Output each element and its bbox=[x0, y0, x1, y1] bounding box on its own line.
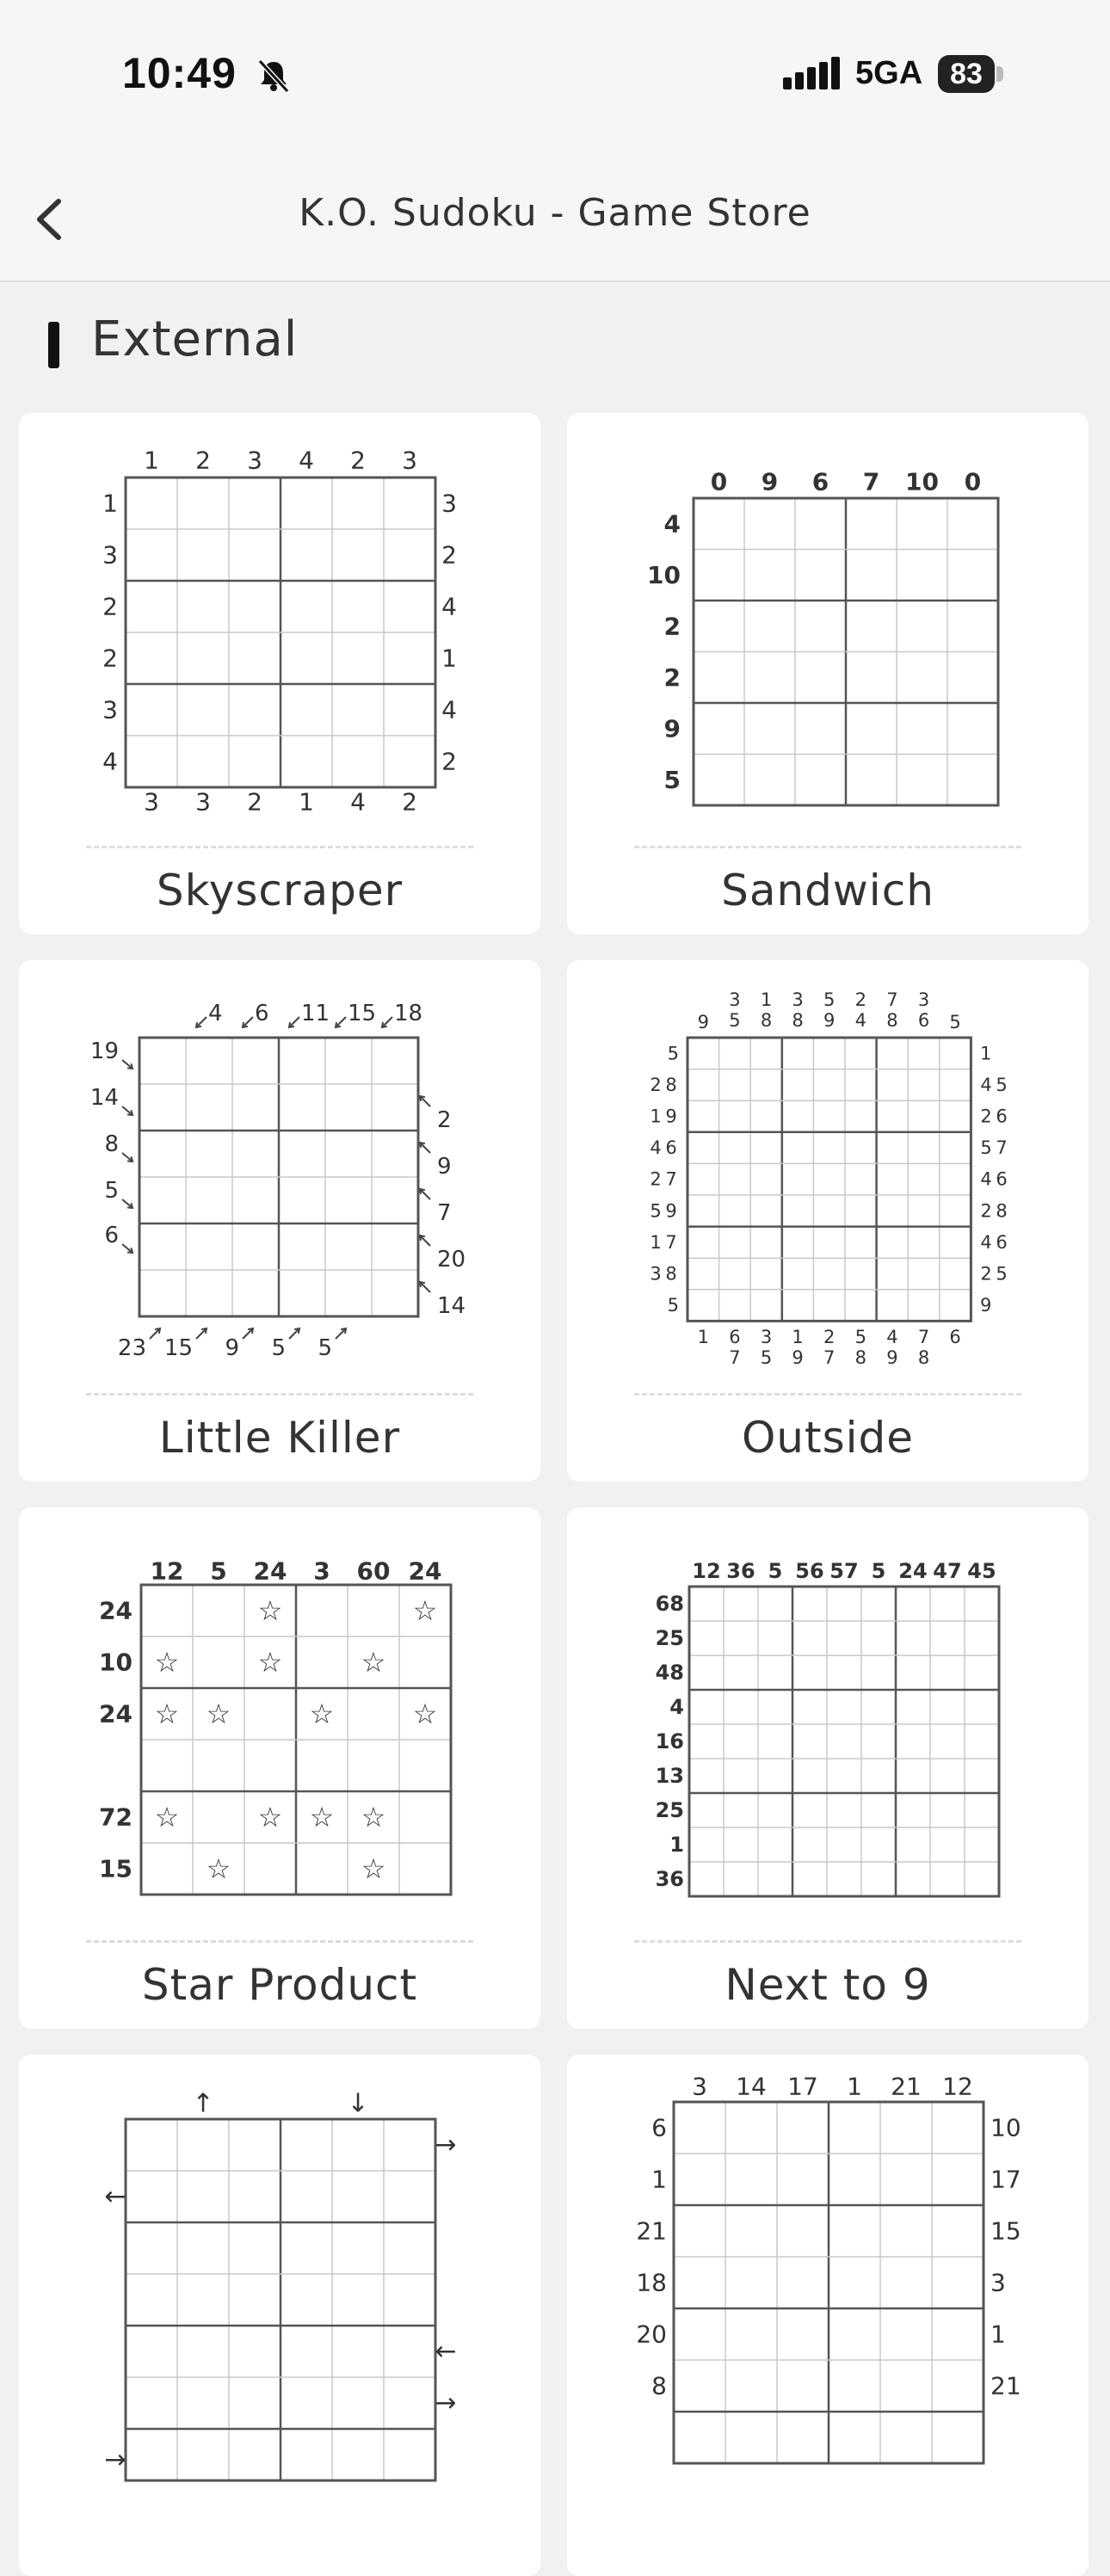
bottom-clue: 8 bbox=[854, 1347, 866, 1368]
card-label: Outside bbox=[741, 1413, 915, 1463]
star-icon: ☆ bbox=[154, 1646, 180, 1679]
top-clue: 3 bbox=[692, 2072, 707, 2101]
arrow-up-icon: ↑ bbox=[192, 2088, 214, 2119]
card-label: Skyscraper bbox=[156, 866, 404, 915]
right-clue: 4 bbox=[980, 1074, 992, 1095]
bell-muted-icon bbox=[255, 57, 293, 95]
top-clue: 17 bbox=[787, 2072, 818, 2101]
bottom-clue: 9 bbox=[225, 1335, 239, 1361]
left-clue: 2 bbox=[102, 644, 118, 673]
left-clue: 68 bbox=[655, 1592, 684, 1616]
left-clue: 2 bbox=[663, 612, 681, 641]
left-clue: 4 bbox=[650, 1137, 662, 1159]
top-clue: 11 bbox=[301, 1001, 330, 1026]
bottom-clue: 4 bbox=[350, 787, 366, 817]
right-clue: 5 bbox=[980, 1137, 992, 1159]
bottom-clue: 3 bbox=[760, 1327, 773, 1347]
left-clue: 18 bbox=[636, 2268, 667, 2297]
diagonal-arrow bbox=[420, 1143, 430, 1153]
game-card-star-product[interactable] bbox=[19, 1507, 540, 2029]
right-clue: 7 bbox=[996, 1137, 1008, 1159]
diagonal-arrow bbox=[243, 1328, 253, 1339]
right-clue: 17 bbox=[990, 2165, 1021, 2194]
right-clue: 2 bbox=[980, 1263, 992, 1285]
star-icon: ☆ bbox=[412, 1594, 438, 1627]
card-label: Little Killer bbox=[158, 1413, 401, 1463]
top-clue: 45 bbox=[967, 1559, 996, 1583]
right-clue: 1 bbox=[990, 2320, 1006, 2349]
diagonal-arrow bbox=[420, 1236, 430, 1246]
bottom-clue: 2 bbox=[823, 1327, 836, 1347]
top-clue: 2 bbox=[195, 446, 211, 475]
top-clue: 60 bbox=[356, 1556, 391, 1586]
top-clue: 6 bbox=[811, 467, 829, 496]
bottom-clue: 5 bbox=[760, 1347, 773, 1368]
bottom-clue: 4 bbox=[886, 1327, 898, 1347]
left-clue: 4 bbox=[102, 747, 118, 776]
game-card-sandwich[interactable] bbox=[567, 413, 1088, 934]
bottom-clue: 2 bbox=[247, 787, 262, 817]
star-icon: ☆ bbox=[206, 1852, 231, 1885]
bottom-clue: 3 bbox=[195, 787, 211, 817]
left-clue: 9 bbox=[665, 1106, 677, 1127]
top-clue: 2 bbox=[854, 989, 866, 1010]
right-clue: 21 bbox=[990, 2371, 1021, 2400]
right-clue: 6 bbox=[996, 1168, 1008, 1190]
diagonal-arrow bbox=[382, 1017, 392, 1027]
left-clue: 2 bbox=[650, 1168, 662, 1190]
top-clue: 9 bbox=[697, 1012, 709, 1032]
star-icon: ☆ bbox=[361, 1852, 386, 1885]
left-clue: 4 bbox=[663, 509, 681, 539]
top-clue: 0 bbox=[710, 467, 728, 496]
thumb-outside bbox=[567, 960, 1088, 1390]
right-clue: 20 bbox=[437, 1247, 466, 1273]
top-clue: 8 bbox=[792, 1010, 804, 1031]
thumb-star-product bbox=[19, 1507, 540, 1938]
top-clue: 24 bbox=[253, 1556, 287, 1586]
left-clue: 20 bbox=[636, 2320, 667, 2349]
left-clue: 5 bbox=[663, 765, 681, 794]
left-clue: 72 bbox=[99, 1803, 133, 1832]
right-clue: 5 bbox=[996, 1263, 1008, 1285]
left-clue: 1 bbox=[650, 1231, 662, 1253]
left-clue: 3 bbox=[650, 1263, 662, 1285]
top-clue: 3 bbox=[402, 446, 417, 475]
game-card-outside[interactable] bbox=[567, 960, 1088, 1482]
battery-icon: 83 bbox=[938, 55, 995, 93]
bottom-clue: 8 bbox=[917, 1347, 930, 1368]
card-divider bbox=[86, 1940, 473, 1943]
top-clue: 24 bbox=[408, 1556, 442, 1586]
right-clue: 6 bbox=[996, 1231, 1008, 1253]
top-clue: 24 bbox=[898, 1559, 928, 1583]
top-clue: 1 bbox=[144, 446, 159, 475]
left-clue: 13 bbox=[655, 1764, 684, 1788]
left-clue: 6 bbox=[651, 2113, 667, 2142]
left-clue: 8 bbox=[104, 1131, 119, 1157]
top-clue: 7 bbox=[862, 467, 880, 496]
card-divider bbox=[86, 1393, 473, 1396]
diagonal-arrow bbox=[289, 1328, 299, 1339]
left-clue: 6 bbox=[665, 1137, 677, 1159]
top-clue: 12 bbox=[692, 1559, 721, 1583]
card-divider bbox=[86, 846, 473, 848]
bottom-clue: 7 bbox=[823, 1347, 836, 1368]
bottom-clue: 5 bbox=[854, 1327, 866, 1347]
bottom-clue: 3 bbox=[144, 787, 159, 817]
top-clue: 1 bbox=[760, 989, 773, 1010]
top-clue: 14 bbox=[736, 2072, 767, 2101]
top-clue: 21 bbox=[891, 2072, 922, 2101]
right-clue: 10 bbox=[990, 2113, 1021, 2142]
left-clue: 2 bbox=[663, 662, 681, 692]
bottom-clue: 23 bbox=[117, 1335, 146, 1361]
bottom-clue: 15 bbox=[163, 1335, 193, 1361]
top-clue: 15 bbox=[348, 1001, 377, 1026]
top-clue: 5 bbox=[949, 1012, 961, 1032]
left-clue: 9 bbox=[665, 1200, 677, 1222]
left-clue: 3 bbox=[102, 695, 118, 724]
top-clue: 18 bbox=[394, 1001, 423, 1026]
star-icon: ☆ bbox=[257, 1646, 283, 1679]
thumb-x-sums bbox=[567, 2055, 1088, 2485]
right-clue: 15 bbox=[990, 2216, 1021, 2246]
battery-tip bbox=[996, 66, 1003, 82]
arrow-left-icon: ← bbox=[104, 2181, 126, 2212]
right-clue: 1 bbox=[441, 644, 457, 673]
bottom-clue: 1 bbox=[792, 1327, 804, 1347]
left-clue: 7 bbox=[665, 1231, 677, 1253]
right-clue: 2 bbox=[437, 1107, 452, 1133]
arrow-right-icon: → bbox=[104, 2444, 126, 2475]
bottom-clue: 7 bbox=[729, 1347, 741, 1368]
top-clue: 10 bbox=[905, 467, 939, 496]
top-clue: 4 bbox=[208, 1001, 223, 1026]
top-clue: 0 bbox=[964, 467, 982, 496]
left-clue: 24 bbox=[99, 1699, 133, 1729]
star-icon: ☆ bbox=[154, 1801, 180, 1833]
bottom-clue: 9 bbox=[886, 1347, 898, 1368]
star-icon: ☆ bbox=[361, 1801, 386, 1833]
left-clue: 24 bbox=[99, 1596, 133, 1625]
left-clue: 5 bbox=[667, 1043, 679, 1064]
thumb-little-killer bbox=[19, 960, 540, 1390]
top-clue: 5 bbox=[871, 1559, 886, 1583]
right-clue: 4 bbox=[441, 695, 457, 724]
star-icon: ☆ bbox=[257, 1801, 283, 1833]
right-clue: 4 bbox=[441, 592, 457, 621]
bottom-clue: 1 bbox=[299, 787, 314, 817]
top-clue: 2 bbox=[350, 446, 366, 475]
top-clue: 9 bbox=[761, 467, 779, 496]
diagonal-arrow bbox=[150, 1328, 160, 1339]
left-clue: 25 bbox=[655, 1626, 684, 1650]
left-clue: 4 bbox=[669, 1695, 684, 1719]
top-clue: 6 bbox=[255, 1001, 269, 1026]
left-clue: 14 bbox=[89, 1085, 119, 1111]
star-icon: ☆ bbox=[361, 1646, 386, 1679]
status-time: 10:49 bbox=[122, 49, 237, 97]
left-clue: 1 bbox=[651, 2165, 667, 2194]
top-clue: 4 bbox=[854, 1010, 866, 1031]
left-clue: 8 bbox=[665, 1263, 677, 1285]
bottom-clue: 5 bbox=[271, 1335, 286, 1361]
top-clue: 8 bbox=[886, 1010, 898, 1031]
right-clue: 2 bbox=[980, 1106, 992, 1127]
right-clue: 4 bbox=[980, 1231, 992, 1253]
left-clue: 6 bbox=[104, 1223, 119, 1248]
right-clue: 2 bbox=[980, 1200, 992, 1222]
left-clue: 16 bbox=[655, 1729, 684, 1753]
right-clue: 6 bbox=[996, 1106, 1008, 1127]
bottom-clue: 9 bbox=[792, 1347, 804, 1368]
diagonal-arrow bbox=[336, 1017, 346, 1027]
section-marker bbox=[48, 322, 59, 368]
left-clue: 2 bbox=[102, 592, 118, 621]
nav-header bbox=[0, 155, 1110, 282]
right-clue: 3 bbox=[990, 2268, 1006, 2297]
card-label: Star Product bbox=[141, 1960, 418, 2010]
bottom-clue: 6 bbox=[949, 1327, 961, 1347]
diagonal-arrow bbox=[243, 1017, 253, 1027]
card-divider bbox=[634, 1393, 1021, 1396]
section-title: External bbox=[91, 311, 299, 367]
right-clue: 3 bbox=[441, 489, 457, 518]
top-clue: 1 bbox=[847, 2072, 862, 2101]
top-clue: 57 bbox=[829, 1559, 859, 1583]
game-card-next-to-9[interactable] bbox=[567, 1507, 1088, 2029]
card-label: Next to 9 bbox=[725, 1960, 931, 2010]
star-icon: ☆ bbox=[154, 1698, 180, 1730]
left-clue: 8 bbox=[665, 1074, 677, 1095]
left-clue: 1 bbox=[102, 489, 118, 518]
star-icon: ☆ bbox=[206, 1698, 231, 1730]
top-clue: 12 bbox=[942, 2072, 973, 2101]
grid-border bbox=[688, 1038, 971, 1321]
star-icon: ☆ bbox=[412, 1698, 438, 1730]
bottom-clue: 6 bbox=[729, 1327, 741, 1347]
diagonal-arrow bbox=[420, 1096, 430, 1106]
top-clue: 3 bbox=[917, 989, 930, 1010]
star-icon: ☆ bbox=[309, 1801, 335, 1833]
diagonal-arrow bbox=[196, 1017, 207, 1027]
left-clue: 48 bbox=[655, 1661, 684, 1685]
right-clue: 9 bbox=[437, 1154, 452, 1180]
left-clue: 2 bbox=[650, 1074, 662, 1095]
game-card-skyscraper[interactable] bbox=[19, 413, 540, 934]
diagonal-arrow bbox=[289, 1017, 299, 1027]
bottom-clue: 5 bbox=[318, 1335, 332, 1361]
cellular-signal-icon bbox=[783, 57, 840, 95]
top-clue: 5 bbox=[823, 989, 836, 1010]
top-clue: 3 bbox=[247, 446, 262, 475]
arrow-right-icon: → bbox=[435, 2388, 457, 2419]
left-clue: 10 bbox=[99, 1648, 133, 1677]
right-clue: 14 bbox=[437, 1293, 466, 1319]
left-clue: 9 bbox=[663, 714, 681, 743]
right-clue: 5 bbox=[996, 1074, 1008, 1095]
network-type: 5GA bbox=[855, 55, 923, 91]
left-clue: 8 bbox=[651, 2371, 667, 2400]
right-clue: 9 bbox=[980, 1295, 992, 1316]
left-clue: 7 bbox=[665, 1168, 677, 1190]
top-clue: 5 bbox=[729, 1010, 741, 1031]
top-clue: 5 bbox=[768, 1559, 783, 1583]
star-icon: ☆ bbox=[309, 1698, 335, 1730]
diagonal-arrow bbox=[420, 1282, 430, 1292]
left-clue: 36 bbox=[655, 1867, 684, 1891]
bottom-clue: 2 bbox=[402, 787, 417, 817]
arrow-left-icon: ← bbox=[435, 2336, 457, 2367]
thumb-sandwich bbox=[567, 413, 1088, 843]
diagonal-arrow bbox=[196, 1328, 207, 1339]
left-clue: 21 bbox=[636, 2216, 667, 2246]
page-title: K.O. Sudoku - Game Store bbox=[299, 191, 811, 235]
arrow-right-icon: → bbox=[435, 2129, 457, 2160]
right-clue: 4 bbox=[980, 1168, 992, 1190]
thumb-skyscraper bbox=[19, 413, 540, 843]
right-clue: 2 bbox=[441, 747, 457, 776]
star-icon: ☆ bbox=[257, 1594, 283, 1627]
left-clue: 15 bbox=[99, 1854, 133, 1883]
game-card-x-sums[interactable] bbox=[567, 2055, 1088, 2576]
top-clue: 3 bbox=[313, 1556, 330, 1586]
left-clue: 1 bbox=[650, 1106, 662, 1127]
top-clue: 8 bbox=[760, 1010, 773, 1031]
left-clue: 3 bbox=[102, 540, 118, 570]
card-divider bbox=[634, 846, 1021, 848]
arrow-down-icon: ↓ bbox=[347, 2088, 369, 2119]
thumb-arrows bbox=[19, 2055, 540, 2485]
bottom-clue: 1 bbox=[697, 1327, 709, 1347]
card-divider bbox=[634, 1940, 1021, 1943]
bottom-clue: 7 bbox=[917, 1327, 930, 1347]
top-clue: 36 bbox=[726, 1559, 755, 1583]
right-clue: 2 bbox=[441, 540, 457, 570]
top-clue: 9 bbox=[823, 1010, 836, 1031]
card-label: Sandwich bbox=[721, 866, 934, 915]
top-clue: 12 bbox=[150, 1556, 184, 1586]
diagonal-arrow bbox=[420, 1189, 430, 1199]
left-clue: 5 bbox=[667, 1295, 679, 1316]
left-clue: 19 bbox=[89, 1038, 119, 1064]
top-clue: 3 bbox=[729, 989, 741, 1010]
left-clue: 5 bbox=[104, 1178, 119, 1204]
left-clue: 5 bbox=[650, 1200, 662, 1222]
top-clue: 6 bbox=[917, 1010, 930, 1031]
left-clue: 25 bbox=[655, 1798, 684, 1822]
diagonal-arrow bbox=[336, 1328, 346, 1339]
right-clue: 1 bbox=[980, 1043, 992, 1064]
top-clue: 4 bbox=[299, 446, 314, 475]
top-clue: 56 bbox=[795, 1559, 824, 1583]
status-bar bbox=[0, 0, 1110, 155]
game-card-arrows[interactable] bbox=[19, 2055, 540, 2576]
right-clue: 7 bbox=[437, 1200, 452, 1226]
grid-border bbox=[689, 1587, 999, 1896]
top-clue: 5 bbox=[210, 1556, 227, 1586]
thumb-next-to-9 bbox=[567, 1507, 1088, 1938]
top-clue: 3 bbox=[792, 989, 804, 1010]
top-clue: 47 bbox=[933, 1559, 962, 1583]
top-clue: 7 bbox=[886, 989, 898, 1010]
left-clue: 10 bbox=[647, 560, 681, 589]
game-card-little-killer[interactable] bbox=[19, 960, 540, 1482]
right-clue: 8 bbox=[996, 1200, 1008, 1222]
left-clue: 1 bbox=[669, 1833, 684, 1857]
